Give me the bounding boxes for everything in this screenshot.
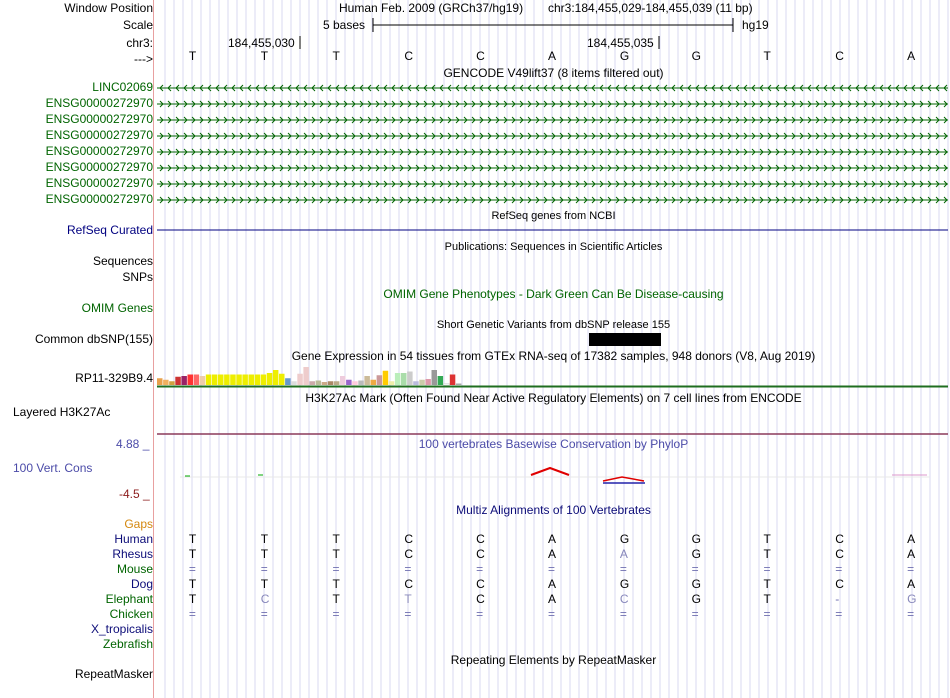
gtex-bar: [157, 378, 163, 385]
gencode-item-label[interactable]: ENSG00000272970: [45, 160, 153, 174]
base-letter: T: [188, 49, 197, 63]
alignment-base: =: [332, 607, 340, 621]
species-label[interactable]: Zebrafish: [102, 637, 153, 651]
gtex-bar: [297, 374, 303, 385]
position-text: chr3:184,455,029-184,455,039 (11 bp): [548, 1, 753, 15]
alignment-base: C: [835, 577, 844, 591]
alignment-base: A: [548, 577, 557, 591]
h3k27ac-label[interactable]: Layered H3K27Ac: [13, 405, 111, 419]
alignment-base: G: [619, 532, 630, 546]
base-letter: T: [260, 49, 269, 63]
species-label[interactable]: X_tropicalis: [90, 622, 153, 636]
base-letter: A: [548, 49, 557, 63]
repeatmasker-track-title: Repeating Elements by RepeatMasker: [450, 653, 657, 667]
gencode-item-label[interactable]: ENSG00000272970: [45, 192, 153, 206]
gtex-bar: [255, 375, 261, 386]
gtex-bar: [261, 375, 267, 386]
gtex-bar: [425, 379, 431, 385]
alignment-base: =: [548, 562, 556, 576]
gtex-bar: [224, 375, 230, 386]
alignment-base: C: [404, 577, 414, 591]
gtex-bar: [218, 375, 224, 386]
gtex-bar: [389, 381, 395, 385]
alignment-base: =: [332, 562, 340, 576]
h3k27ac-track-title: H3K27Ac Mark (Often Found Near Active Regulatory Elements) on 7 cell lines from ENCODE: [305, 391, 802, 405]
publications-track-title: Publications: Sequences in Scientific Articles: [444, 241, 663, 253]
alignment-base: T: [332, 547, 340, 561]
assembly-text: Human Feb. 2009 (GRCh37/hg19): [339, 1, 524, 15]
alignment-base: T: [260, 532, 269, 546]
omim-track-title: OMIM Gene Phenotypes - Dark Green Can Be Disease-causing: [383, 287, 724, 301]
gtex-bar: [188, 375, 194, 386]
species-label[interactable]: Chicken: [109, 607, 153, 621]
base-letter: G: [691, 49, 701, 63]
gtex-bar: [328, 381, 334, 385]
base-letter: A: [907, 49, 916, 63]
phylop-max-label: 4.88 _: [116, 437, 150, 451]
alignment-base: G: [619, 577, 630, 591]
alignment-base: T: [763, 592, 771, 606]
alignment-base: T: [763, 577, 771, 591]
multiz-track-title: Multiz Alignments of 100 Vertebrates: [456, 503, 651, 517]
gtex-bar: [438, 376, 444, 385]
alignment-base: =: [619, 607, 627, 621]
gtex-bar: [310, 381, 316, 385]
gencode-item-label[interactable]: ENSG00000272970: [45, 128, 153, 142]
strand-label: --->: [134, 52, 153, 66]
gtex-bar: [181, 376, 187, 385]
gtex-bar: [230, 375, 236, 386]
alignment-base: T: [188, 547, 197, 561]
coord-label-1: 184,455,030: [228, 36, 295, 50]
phylop-label[interactable]: 100 Vert. Cons: [13, 461, 93, 475]
gtex-bar: [279, 374, 285, 385]
alignment-base: A: [907, 577, 916, 591]
scale-label: Scale: [122, 18, 153, 32]
alignment-base: =: [404, 562, 412, 576]
gencode-item-label[interactable]: ENSG00000272970: [45, 176, 153, 190]
gtex-bar: [236, 375, 242, 386]
alignment-base: A: [548, 532, 557, 546]
alignment-base: C: [476, 532, 485, 546]
base-letter: C: [476, 49, 485, 63]
chrom-label: chr3:: [126, 36, 153, 50]
alignment-base: =: [691, 607, 699, 621]
gtex-bar: [340, 376, 346, 385]
alignment-base: =: [260, 607, 268, 621]
gtex-bar: [407, 372, 413, 386]
alignment-base: T: [332, 592, 340, 606]
species-label[interactable]: Human: [114, 532, 153, 546]
gencode-item-label[interactable]: ENSG00000272970: [45, 144, 153, 158]
gtex-bar: [206, 375, 212, 386]
gtex-bar: [291, 381, 297, 385]
alignment-base: A: [907, 547, 916, 561]
alignment-base: C: [835, 532, 844, 546]
omim-label[interactable]: OMIM Genes: [81, 301, 153, 315]
gtex-bar: [242, 375, 248, 386]
dbsnp-label[interactable]: Common dbSNP(155): [34, 332, 153, 346]
alignment-base: =: [907, 562, 915, 576]
base-letter: T: [763, 49, 771, 63]
alignment-base: A: [548, 592, 557, 606]
alignment-base: =: [835, 607, 843, 621]
gtex-bar: [267, 373, 273, 385]
gtex-bar: [303, 367, 309, 385]
gtex-bar: [249, 375, 255, 386]
gtex-bar: [169, 381, 175, 385]
alignment-base: G: [691, 532, 701, 546]
species-label[interactable]: Mouse: [116, 562, 153, 576]
gtex-bar: [444, 384, 450, 386]
alignment-base: T: [404, 592, 412, 606]
alignment-base: C: [476, 577, 485, 591]
gtex-bar: [432, 370, 438, 385]
gtex-bar: [273, 370, 279, 385]
alignment-base: A: [619, 547, 628, 561]
phylop-track-title: 100 vertebrates Basewise Conservation by PhyloP: [418, 437, 689, 451]
species-label[interactable]: Rhesus: [112, 547, 153, 561]
dbsnp-variant: [589, 333, 661, 346]
phylop-min-label: -4.5 _: [119, 487, 150, 501]
scale-db: hg19: [742, 18, 769, 32]
alignment-base: =: [907, 607, 915, 621]
alignment-base: =: [404, 607, 412, 621]
gencode-item-label[interactable]: LINC02069: [92, 80, 153, 94]
repeatmasker-label[interactable]: RepeatMasker: [74, 667, 153, 681]
alignment-base: =: [188, 562, 196, 576]
gencode-item-label[interactable]: ENSG00000272970: [45, 112, 153, 126]
base-letter: C: [835, 49, 844, 63]
dbsnp-track-title: Short Genetic Variants from dbSNP release 155: [436, 319, 671, 331]
coord-label-2: 184,455,035: [587, 36, 654, 50]
gtex-label[interactable]: RP11-329B9.4: [75, 371, 153, 385]
gtex-track-title: Gene Expression in 54 tissues from GTEx RNA-seq of 17382 samples, 948 donors (V8, Aug 2019): [291, 349, 816, 363]
base-letter: C: [404, 49, 414, 63]
gtex-bar: [346, 380, 352, 385]
alignment-base: C: [260, 592, 270, 606]
gtex-bar: [175, 377, 181, 385]
refseq-track-title: RefSeq genes from NCBI: [491, 210, 616, 222]
alignment-base: C: [476, 592, 485, 606]
alignment-base: T: [188, 577, 197, 591]
alignment-base: C: [835, 547, 844, 561]
gtex-bar: [316, 381, 322, 386]
snps-label[interactable]: SNPs: [122, 270, 153, 284]
alignment-base: =: [691, 562, 699, 576]
alignment-base: =: [763, 562, 771, 576]
alignment-base: T: [763, 532, 771, 546]
species-label[interactable]: Dog: [130, 577, 153, 591]
gtex-bar: [212, 375, 218, 386]
gtex-bar: [395, 373, 401, 385]
alignment-base: =: [260, 562, 268, 576]
alignment-base: =: [835, 562, 843, 576]
base-letter: T: [332, 49, 340, 63]
refseq-label[interactable]: RefSeq Curated: [66, 223, 153, 237]
alignment-base: T: [260, 547, 269, 561]
alignment-base: T: [332, 577, 340, 591]
gtex-bar: [194, 375, 200, 386]
alignment-base: G: [907, 592, 917, 606]
alignment-base: G: [691, 577, 701, 591]
gtex-bar: [334, 381, 340, 385]
gtex-bar: [163, 380, 169, 385]
gtex-bar: [352, 381, 358, 385]
alignment-base: G: [691, 592, 701, 606]
gtex-bar: [450, 375, 456, 386]
alignment-base: =: [548, 607, 556, 621]
gtex-bar: [419, 380, 425, 385]
alignment-base: C: [476, 547, 485, 561]
alignment-base: C: [404, 547, 414, 561]
gtex-bar: [358, 381, 364, 386]
alignment-base: =: [476, 562, 484, 576]
alignment-base: =: [619, 562, 627, 576]
alignment-base: A: [548, 547, 557, 561]
gtex-bar: [371, 380, 377, 385]
window-position-label: Window Position: [64, 1, 153, 15]
sequences-label[interactable]: Sequences: [92, 254, 153, 268]
gtex-bar: [322, 382, 328, 385]
alignment-base: G: [691, 547, 701, 561]
scale-text: 5 bases: [323, 18, 366, 32]
gtex-bar: [413, 381, 419, 385]
alignment-base: T: [763, 547, 771, 561]
gtex-bar: [364, 376, 370, 385]
alignment-base: C: [619, 592, 629, 606]
gtex-bar: [377, 375, 383, 385]
alignment-base: =: [476, 607, 484, 621]
base-letter: G: [619, 49, 630, 63]
alignment-base: T: [332, 532, 340, 546]
alignment-base: T: [188, 532, 197, 546]
gtex-bar: [456, 384, 462, 386]
gtex-bar: [285, 378, 291, 385]
species-label[interactable]: Elephant: [105, 592, 153, 606]
gaps-label[interactable]: Gaps: [124, 517, 153, 531]
phylop-peak: [531, 468, 569, 475]
gencode-track-title: GENCODE V49lift37 (8 items filtered out): [443, 66, 664, 80]
gtex-bar: [200, 376, 206, 385]
alignment-base: T: [260, 577, 269, 591]
alignment-base: -: [835, 592, 840, 606]
alignment-base: C: [404, 532, 414, 546]
alignment-base: T: [188, 592, 197, 606]
alignment-base: A: [907, 532, 916, 546]
alignment-base: =: [763, 607, 771, 621]
gencode-item-label[interactable]: ENSG00000272970: [45, 96, 153, 110]
gtex-bar: [401, 373, 407, 385]
gtex-bar: [383, 371, 389, 385]
alignment-base: =: [188, 607, 196, 621]
